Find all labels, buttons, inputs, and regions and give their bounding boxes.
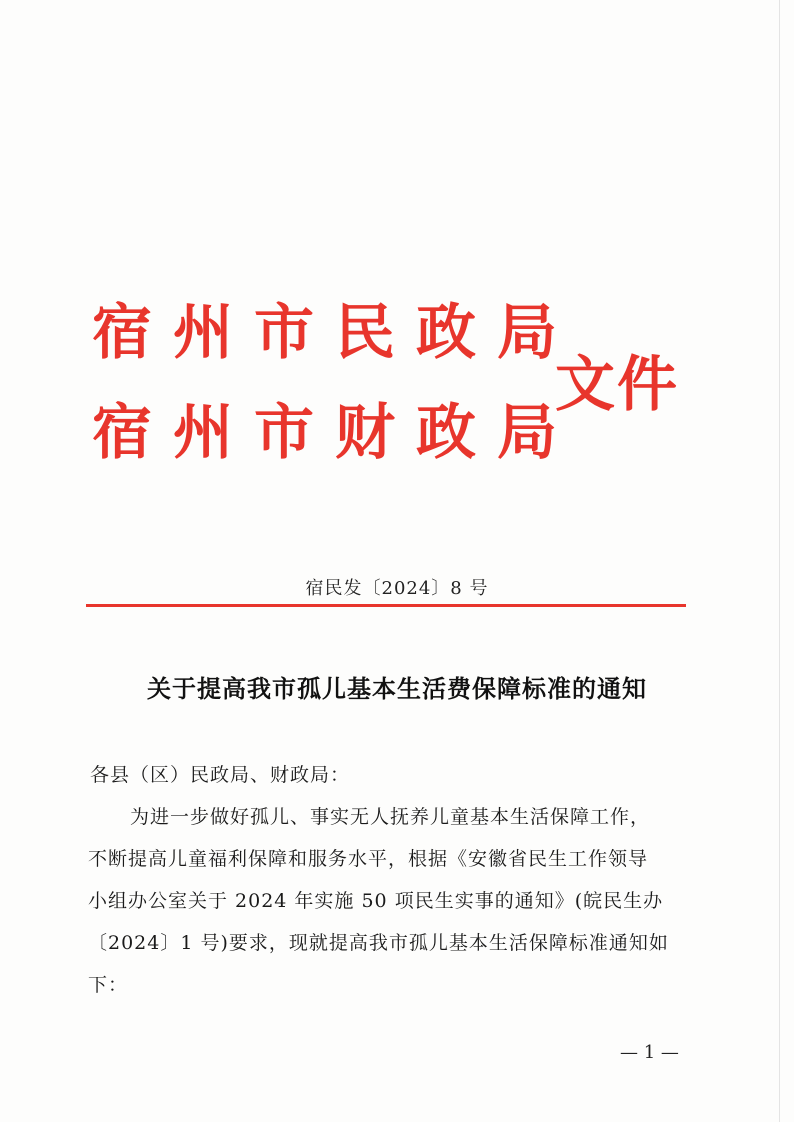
red-divider-rule — [86, 604, 686, 607]
issuer-header — [92, 296, 692, 476]
document-title: 关于提高我市孤儿基本生活费保障标准的通知 — [147, 675, 647, 703]
issuer-line-civil-affairs: 宿州市民政局 — [92, 298, 578, 368]
body-line: 小组办公室关于 2024 年实施 50 项民生实事的通知》(皖民生办 — [88, 890, 664, 912]
page-number: — 1 — — [620, 1042, 679, 1063]
salutation: 各县（区）民政局、财政局： — [90, 764, 351, 786]
document-number: 宿民发〔2024〕8 号 — [305, 578, 489, 599]
body-line: 为进一步做好孤儿、事实无人抚养儿童基本生活保障工作， — [130, 806, 651, 828]
body-line: 〔2024〕1 号)要求，现就提高我市孤儿基本生活保障标准通知如 — [88, 932, 669, 954]
body-line: 不断提高儿童福利保障和服务水平，根据《安徽省民生工作领导 — [88, 848, 649, 870]
issuer-line-finance: 宿州市财政局 — [92, 398, 578, 468]
issuer-suffix: 文件 — [555, 350, 679, 420]
scan-edge-divider — [779, 0, 780, 1122]
body-line: 下： — [88, 974, 129, 996]
